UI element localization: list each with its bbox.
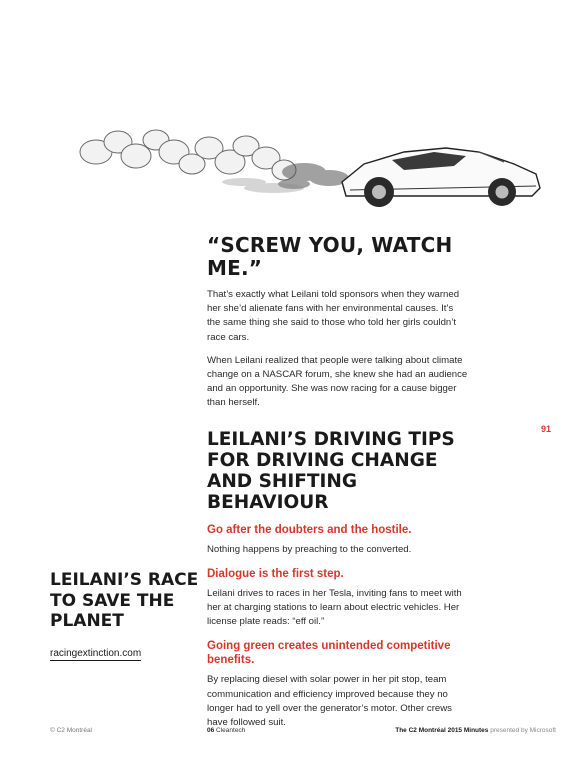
footer-copyright: © C2 Montréal [50,727,92,734]
tip-heading: Going green creates unintended competitive benefits. [207,640,451,667]
race-car-smoke-illustration [74,112,554,222]
article-headline: “SCREW YOU, WATCH ME.” [207,233,453,280]
tip-item [207,523,469,557]
website-link[interactable]: racingextinction.com [50,647,142,659]
publication-title: The C2 Montréal 2015 Minutes [395,727,489,734]
tip-heading: Dialogue is the first step. [207,567,344,580]
section-name: Cleantech [216,727,246,734]
sidebar [50,570,200,661]
presented-by: presented by Microsoft [490,727,556,734]
tip-body: Leilani drives to races in her Tesla, inviting fans to meet with her at charging stations to learn about electric vehicles. Her license plate reads: “eff oil.” [207,587,462,628]
sidebar-title: LEILANI’S RACE TO SAVE THE PLANET [50,570,199,631]
tip-body: Nothing happens by preaching to the converted. [207,543,412,555]
intro-paragraph: That’s exactly what Leilani told sponsors when they warned her she’d alienate fans with her environmental causes. It’s the same thing she said to those who told her girls couldn’t race cars. [207,289,460,343]
tips-heading: LEILANI’S DRIVING TIPS FOR DRIVING CHANGE AND SHIFTING BEHAVIOUR [207,428,455,513]
intro-paragraph: When Leilani realized that people were talking about climate change on a NASCAR forum, she knew she had an audience and an opportunity. She was now racing for a cause bigger than herself. [207,354,468,409]
tip-item [207,639,469,730]
tip-heading: Go after the doubters and the hostile. [207,523,412,536]
tip-item [207,567,469,630]
page-number: 91 [541,424,552,434]
tip-body: By replacing diesel with solar power in her pit stop, team communication and efficiency improved because they no longer had to yell over the generator’s motor. Other crews have followed suit. [207,674,452,729]
footer-publication [395,727,556,734]
main-article [207,234,469,730]
section-number: 06 [207,727,215,734]
footer-section [207,727,245,734]
